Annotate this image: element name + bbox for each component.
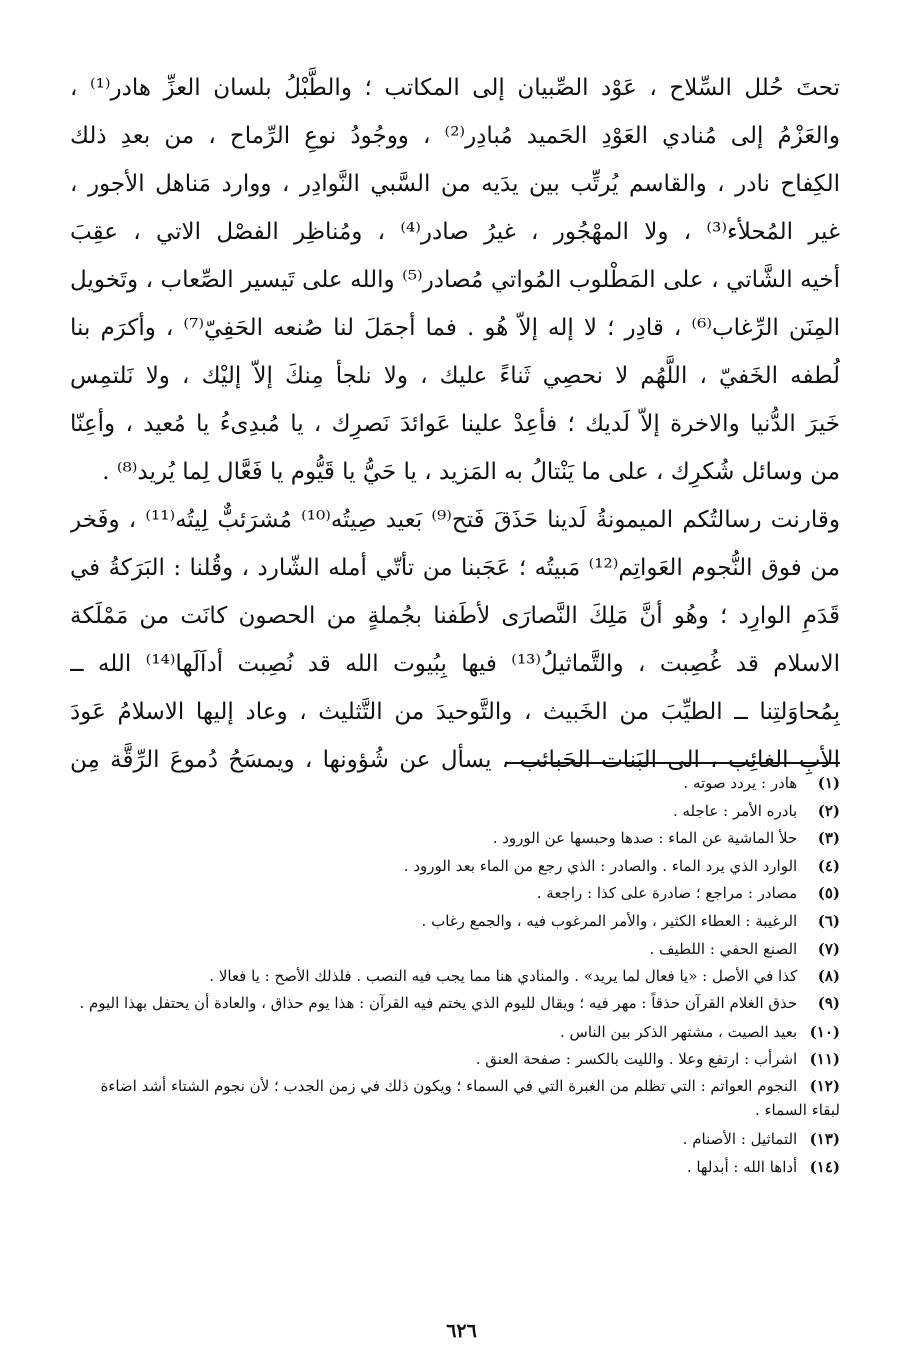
text-line: والعَزْمُ إلى مُنادي العَوْدِ الحَميد مُبادِر⁽²⁾ ، ووجُودُ نوعِ الرِّماح ، من بعدِ ذلك (70, 123, 840, 149)
footnote-text: الرغيبة : العطاء الكثير ، والأمر المرغوب فيه ، والجمع رغاب . (421, 911, 798, 930)
footnote (70, 798, 840, 826)
text-line: وقارنت رسالتُكم الميمونةُ لَدينا حَذَقَ فَتح⁽⁹⁾ بَعيد صِيتُه⁽¹⁰⁾ مُشرَئبٌّ لِيتُه⁽¹¹⁾ ، وفَخر (70, 507, 840, 533)
text-line: الاسلام قد غُصِبت ، والتَّماثيلُ⁽¹³⁾ فيها بِبُيوت الله قد نُصِبت أداَلَها⁽¹⁴⁾ الله ــ (70, 651, 840, 677)
footnote-text: الوارد الذي يرد الماء . والصادر : الذي رجع من الماء بعد الورود . (403, 856, 798, 875)
footnote-text: حذق الغلام القرآن حذقاً : مهر فيه ؛ ويقال لليوم الذي يختم فيه القرآن : هذا يوم حذاق ، والعادة أن يحتفل بهذا اليوم . (79, 993, 798, 1012)
footnote-text: حلأ الماشية عن الماء : صدها وحبسها عن الورود . (492, 829, 798, 848)
footnote (70, 963, 840, 991)
footnote (70, 1154, 840, 1182)
footnote-text: التماثيل : الأصنام . (682, 1129, 798, 1148)
text-line: من وسائل شُكرِك ، على ما يَنْتالُ به المَزيد ، يا حَيُّ يا قَيُّوم يا فَعَّال لِما يُريد⁽⁸⁾ . (102, 459, 840, 485)
footnote (70, 825, 840, 853)
footnote (70, 1046, 840, 1074)
footnote (70, 1019, 840, 1047)
footnote (70, 770, 840, 798)
footnote-number: (٩) (817, 993, 840, 1012)
footnote-text: مصادر : مراجع ؛ صادرة على كذا : راجعة . (536, 884, 798, 903)
text-line: الكِفاح نادر ، والقاسم يُرتِّب بين يدَيه من السَّبي النَّوادِر ، ووارد مَناهل الأجور ، (70, 171, 840, 197)
footnote (70, 1074, 840, 1126)
footnote-text: أداها الله : أبدلها . (686, 1157, 798, 1176)
footnote-number: (٣) (817, 829, 840, 848)
footnote-text: كذا في الأصل : «يا فعال لما يريد» . والمنادي هنا مما يجب فيه النصب . فلذلك الأصح : يا فعالا . (209, 967, 798, 986)
footnote-number: (٢) (817, 801, 840, 820)
footnote-number: (١١) (809, 1050, 840, 1069)
text-line: لُطفه الخَفيّ ، اللَّهُم لا نحصِي ثَناءً عليك ، ولا نلجأ مِنكَ إلاّ إليْك ، ولا نَلتمِس (70, 363, 840, 389)
footnote-number: (٥) (817, 884, 840, 903)
text-line: تحتَ حُلل السِّلاح ، عَوْد الصِّبيان إلى المكاتب ؛ والطَّبْلُ بلسان العزِّ هادر⁽¹⁾ ، (70, 75, 840, 101)
footnote-text: بعيد الصيت ، مشتهر الذكر بين الناس . (559, 1022, 798, 1041)
footnote-number: (١٣) (809, 1129, 840, 1148)
footnote (70, 908, 840, 936)
text-line: المِنَن الرِّغاب⁽⁶⁾ ، قادِر ؛ لا إله إلاّ هُو . فما أجمَلَ لنا صُنعه الحَفِيّ⁽⁷⁾ ، وأكرَم بنا (70, 315, 840, 341)
text-line: أخيه الشَّاتي ، على المَطْلوب المُواتي مُصادر⁽⁵⁾ والله على تَيسير الصِّعاب ، وتَخويل (70, 267, 840, 293)
footnote (70, 880, 840, 908)
footnote-number: (١٢) (809, 1076, 840, 1095)
footnote-number: (١) (817, 774, 840, 792)
page-number: ٦٢٦ (446, 1320, 477, 1342)
footnote-number: (١٠) (809, 1022, 840, 1041)
footnote (70, 1126, 840, 1154)
footnote (70, 991, 840, 1019)
footnote-number: (١٤) (809, 1157, 840, 1176)
footnote-text: هادر : يردد صوته . (683, 774, 798, 792)
footnote-text: اشرأب : ارتفع وعلا . والليت بالكسر : صفحة العنق . (475, 1050, 798, 1069)
footnote (70, 853, 840, 881)
footnotes (70, 770, 840, 1181)
main-text (70, 64, 840, 784)
footnote-text: الصنع الحفي : اللطيف . (649, 939, 798, 958)
footnote (70, 936, 840, 964)
footnote-number: (٦) (817, 911, 840, 930)
text-line: بِمُحاوَلتِنا ــ الطيِّبَ من الخَبيث ، والتَّوحيدَ من التَّثليث ، وعاد إليها الاسلامُ عَودَ (70, 699, 840, 725)
text-line: قَدَمِ الوارِد ؛ وهُو أنَّ مَلِكَ النَّصارَى لأطَفنا بجُملةٍ من الحصون كانَت من مَمْلَكة (70, 603, 840, 629)
footnote-text: النجوم العواتم : التي تظلم من الغبرة التي في السماء ؛ ويكون ذلك في زمن الجدب ؛ لأن نجوم الشتاء أشد اضاءة لبقاء السماء . (100, 1076, 840, 1119)
text-line: الأبِ الغائِب ، الى البَنات الحَبائب ، يسأل عن شُؤونها ، ويمسَحُ دُموعَ الرِّقَّة مِن (70, 747, 840, 773)
footnote-number: (٧) (817, 939, 840, 958)
footnote-number: (٨) (817, 967, 840, 986)
footnote-text: بادره الأمر : عاجله . (672, 801, 798, 820)
footnote-number: (٤) (817, 856, 840, 875)
text-line: خَيرَ الدُّنيا والاخرة إلاّ لَديك ؛ فأعِدْ علينا عَوائدَ نَصرِك ، يا مُبدِىءُ يا مُعيد ، وأعِنّا (70, 411, 840, 437)
text-line: غير المُحلأء⁽³⁾ ، ولا المهْجُور ، غيرُ صادر⁽⁴⁾ ، ومُناظِر الفصْل الاتي ، عقِبَ (70, 219, 840, 245)
footnote-divider (505, 762, 840, 764)
text-line: من فوق النُّجوم العَواتِم⁽¹²⁾ مَبيتُه ؛ عَجَبنا من تأتّي أمله الشّارد ، وقُلنا : البَرَكةُ في (70, 555, 840, 581)
